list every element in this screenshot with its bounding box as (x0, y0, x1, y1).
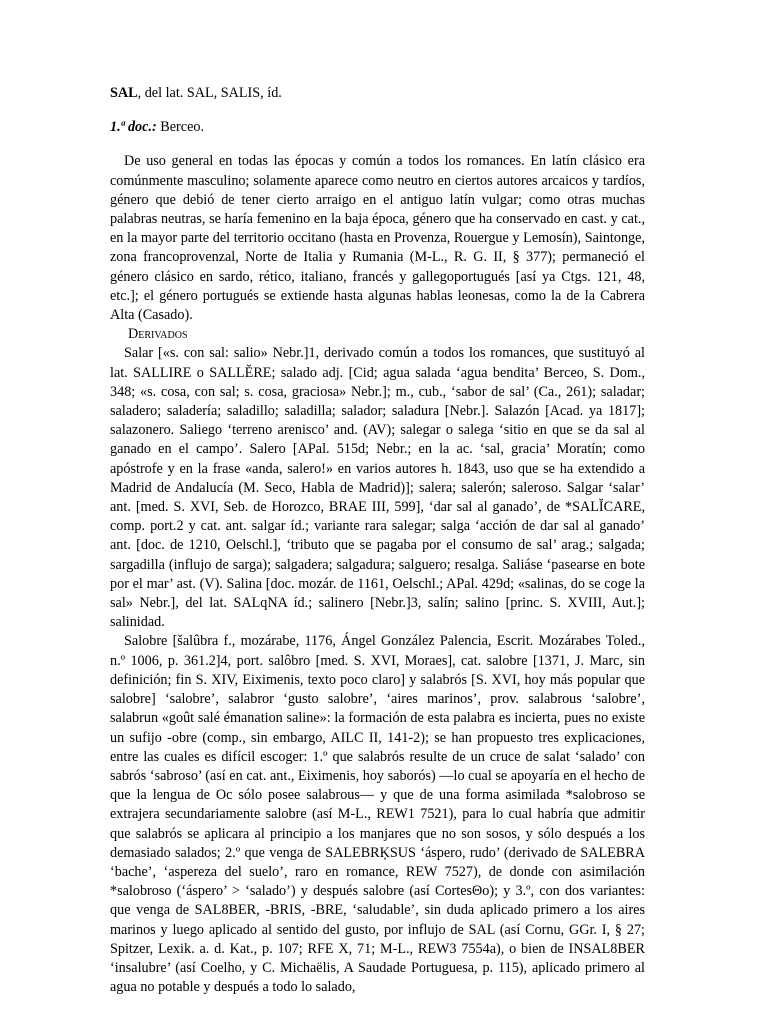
dictionary-page (110, 84, 645, 997)
intro-paragraph: De uso general en todas las épocas y común a todos los romances. En latín clásico era comúnmente masculino; solamente aparece como neutro en ciertos autores arcaicos y tardíos, género que debió de tener cierto arraigo en el antiguo latín vulgar; como otras muchas palabras neutras, se haría femenino en la baja época, género que ha conservado en cast. y cat., en la mayor parte del territorio occitano (hasta en Provenza, Rouergue y Lemosín), Saintonge, zona francoprovenzal, Norte de Italia y Rumania (M-L., R. G. II, § 377); permaneció el género clásico en sardo, rético, italiano, francés y gallegoportugués [así ya Ctgs. 121, 48, etc.]; el género portugués se extiende hasta algunas hablas leonesas, como la de la Cabrera Alta (Casado). (110, 153, 645, 324)
salobre-paragraph: Salobre [šalûbra f., mozárabe, 1176, Ángel González Palencia, Escrit. Mozárabes Toled., n.º 1006, p. 361.2]4, port. salôbro [med. S. XVI, Moraes], cat. salobre [1371, J. Marc, sin definición; fin S. XIV, Eiximenis, texto poco claro] y salabrós [S. XVI, hoy más popular que salobre] ‘salobre’, salabror ‘gusto salobre’, ‘aires marinos’, prov. salabrous ‘salobre’, salabrun «goût salé émanation saline»: la formación de esta palabra es incierta, pues no existe un sufijo -obre (comp., sin embargo, AILC II, 141-2); se han propuesto tres explicaciones, entre las cuales es difícil escoger: 1.º que salabrós resulte de un cruce de salat ‘salado’ con sabrós ‘sabroso’ (así en cat. ant., Eiximenis, hoy saborós) —lo cual se apoyaría en el hecho de que la lengua de Oc sólo posee salabrous— y que de una forma asimilada *salobroso se extrajera secundariamente salobre (así M-L., REW1 7521), para lo cual habría que admitir que salabrós se aplicara al principio a los manjares que no son sosos, y sólo después a los demasiado salados; 2.º que venga de SALEBRĶSUS ‘áspero, rudo’ (derivado de SALEBRA ‘bache’, ‘aspereza del suelo’, raro en romance, REW 7527), de donde con asimilación *salobroso (‘áspero’ > ‘salado’) y después salobre (así CortesΘo); y 3.º, con dos variantes: que venga de SAL8BER, -BRIS, -BRE, ‘saludable’, sin duda aplicado primero a los aires marinos y luego aplicado al sentido del gusto, por influjo de SAL (así Cornu, GGr. I, § 27; Spitzer, Lexik. a. d. Kat., p. 107; RFE X, 71; M-L., REW3 7554a), o bien de INSAL8BER ‘insalubre’ (así Coelho, y C. Michaëlis, A Saudade Portuguesa, p. 115), aplicado primero al agua no potable y después a todo lo salado, (110, 633, 645, 996)
headline-etymology: , del lat. SAL, SALIS, íd. (137, 85, 282, 101)
headword: SAL (110, 85, 138, 101)
section-title-derivados: Derivados (128, 326, 188, 343)
first-documentation (110, 118, 645, 137)
first-doc-label: 1.ª doc.: (110, 119, 157, 136)
first-doc-value: Berceo. (156, 119, 205, 136)
salar-paragraph: Salar [«s. con sal: salio» Nebr.]1, derivado común a todos los romances, que sustituyó al lat. SALLIRE o SALLĔRE; salado adj. [Cid; agua salada ‘agua bendita’ Berceo, S. Dom., 348; «s. cosa, con sal; s. cosa, graciosa» Nebr.]; m., cub., ‘sabor de sal’ (Ca., 261); saladar; saladero; saladería; saladillo; saladilla; salador; saladura [Nebr.]. Salazón [Acad. ya 1817]; salazonero. Saliego ‘terreno arenisco’ and. (AV); salegar o salega ‘sitio en que se da sal al ganado en el campo’. Salero [APal. 515d; Nebr.; en la ac. ‘sal, gracia’ Moratín; como apóstrofe y en la frase «anda, salero!» en varios autores h. 1843, uso que se ha extendido a Madrid de Andalucía (M. Seco, Habla de Madrid)]; salera; salerón; saleroso. Salgar ‘salar’ ant. [med. S. XVI, Seb. de Horozco, BRAE III, 599], ‘dar sal al ganado’, de *SALĬCARE, comp. port.2 y cat. ant. salgar íd.; variante rara salegar; salga ‘acción de dar sal al ganado’ ant. [doc. de 1210, Oelschl.], ‘tributo que se pagaba por el consumo de sal’ arag.; salgada; sargadilla (influjo de sarga); salgadera; salgadura; salguero; resalga. Saliáse ‘pasearse en bote por el mar’ ast. (V). Salina [doc. mozár. de 1161, Oelschl.; APal. 429d; «salinas, do se coge la sal» Nebr.], del lat. SALqNA íd.; salinero [Nebr.]3, salín; salino [princ. S. XVIII, Aut.]; salinidad. (110, 345, 645, 631)
entry-headline (110, 84, 645, 103)
